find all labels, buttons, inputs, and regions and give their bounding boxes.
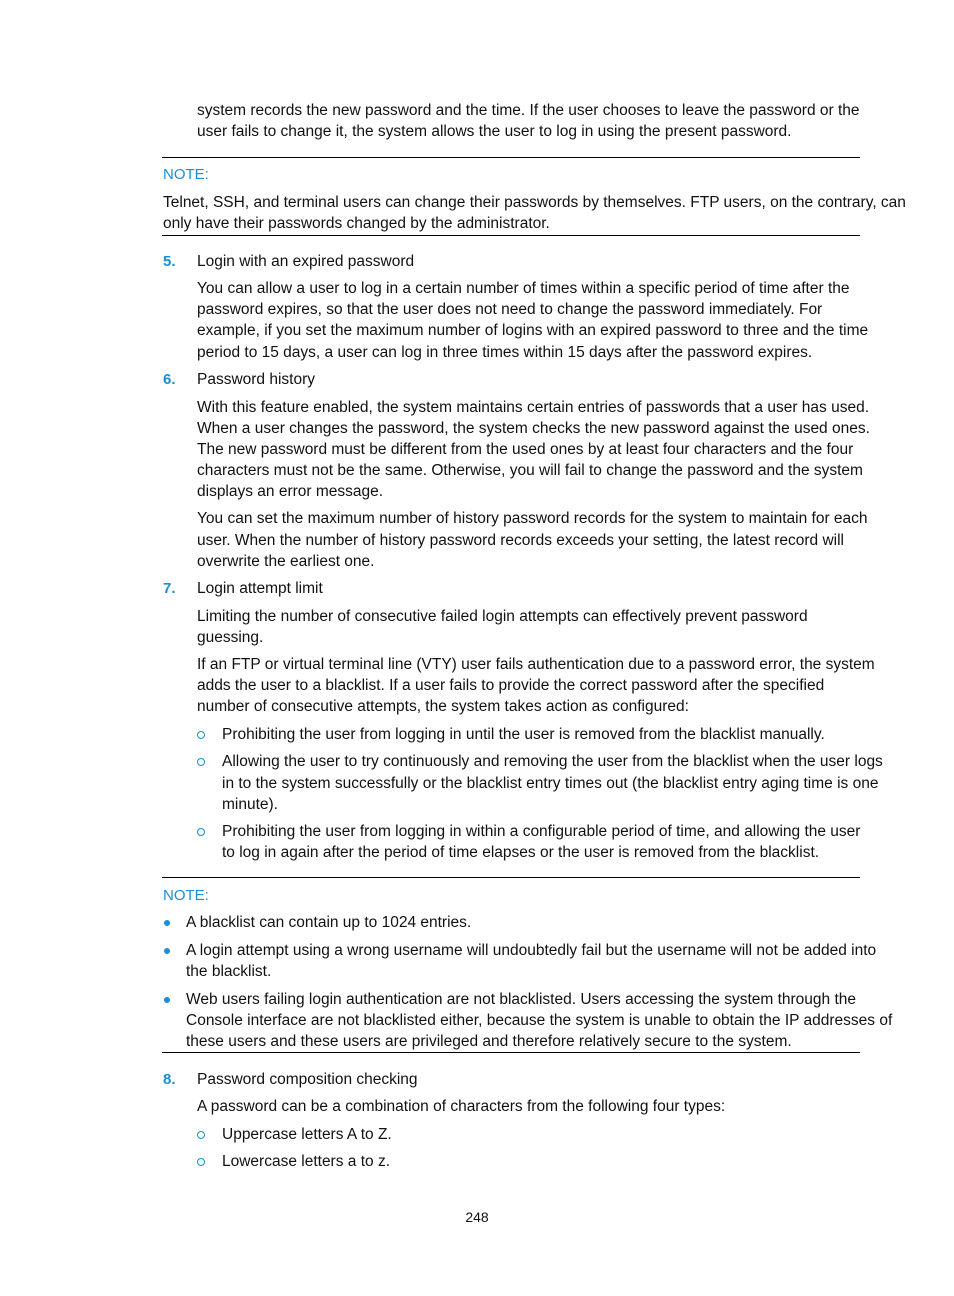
item-number: 8. (163, 1071, 176, 1088)
sub-bullet-line: to log in again after the period of time elapses or the user is removed from the blacklist. (222, 844, 820, 861)
bullet-icon (164, 997, 170, 1003)
note-bullet-line: A blacklist can contain up to 1024 entries. (186, 914, 472, 931)
note-bullet-line: Console interface are not blacklisted either, because the system is unable to obtain the IP addresses of (186, 1012, 893, 1029)
item-title: Password history (197, 371, 316, 388)
note-label: NOTE: (163, 887, 209, 904)
paragraph-line: Limiting the number of consecutive failed login attempts can effectively prevent password (197, 608, 808, 625)
bullet-icon (164, 920, 170, 926)
paragraph-line: If an FTP or virtual terminal line (VTY) user fails authentication due to a password error, the system (197, 656, 875, 673)
paragraph-line: example, if you set the maximum number of logins with an expired password to three and the time (197, 322, 869, 339)
paragraph-line: A password can be a combination of characters from the following four types: (197, 1098, 726, 1115)
item-number: 6. (163, 371, 176, 388)
sub-bullet-line: Uppercase letters A to Z. (222, 1126, 392, 1143)
paragraph-line: adds the user to a blacklist. If a user fails to provide the correct password after the specified (197, 677, 825, 694)
paragraph-line: password expires, so that the user does not need to change the password immediately. For (197, 301, 823, 318)
item-number: 7. (163, 580, 176, 597)
item-number: 5. (163, 253, 176, 270)
paragraph-line: The new password must be different from the used ones by at least four characters and the four (197, 441, 854, 458)
sub-bullet-icon (197, 758, 205, 766)
paragraph-line: displays an error message. (197, 483, 384, 500)
paragraph-line: With this feature enabled, the system maintains certain entries of passwords that a user has used. (197, 399, 870, 416)
sub-bullet-line: Prohibiting the user from logging in until the user is removed from the blacklist manually. (222, 726, 825, 743)
sub-bullet-line: Lowercase letters a to z. (222, 1153, 390, 1170)
note-label: NOTE: (163, 166, 209, 183)
sub-bullet-line: in to the system successfully or the blacklist entry times out (the blacklist entry aging time is one (222, 775, 879, 792)
note-top-rule (162, 877, 860, 878)
paragraph-line: When a user changes the password, the system checks the new password against the used ones. (197, 420, 870, 437)
bullet-icon (164, 948, 170, 954)
paragraph-line: period to 15 days, a user can log in three times within 15 days after the password expires. (197, 344, 813, 361)
item-title: Login attempt limit (197, 580, 323, 597)
paragraph-line: You can allow a user to log in a certain number of times within a specific period of time after the (197, 280, 850, 297)
item-title: Login with an expired password (197, 253, 415, 270)
intro-line: user fails to change it, the system allows the user to log in using the present password. (197, 123, 792, 140)
intro-line: system records the new password and the time. If the user chooses to leave the password or the (197, 102, 860, 119)
sub-bullet-icon (197, 828, 205, 836)
paragraph-line: guessing. (197, 629, 264, 646)
paragraph-line: overwrite the earliest one. (197, 553, 375, 570)
sub-bullet-icon (197, 1131, 205, 1139)
paragraph-line: characters must not be the same. Otherwise, you will fail to change the password and the system (197, 462, 863, 479)
item-title: Password composition checking (197, 1071, 418, 1088)
sub-bullet-icon (197, 731, 205, 739)
page-number: 248 (465, 1209, 489, 1225)
note-bottom-rule (162, 1052, 860, 1053)
note-bottom-rule (162, 235, 860, 236)
note-line: Telnet, SSH, and terminal users can change their passwords by themselves. FTP users, on the contrary, can (163, 194, 906, 211)
paragraph-line: number of consecutive attempts, the system takes action as configured: (197, 698, 689, 715)
sub-bullet-line: Allowing the user to try continuously and removing the user from the blacklist when the user logs (222, 753, 883, 770)
note-line: only have their passwords changed by the administrator. (163, 215, 550, 232)
note-bullet-line: the blacklist. (186, 963, 272, 980)
note-bullet-line: these users and these users are privileged and therefore relatively secure to the system. (186, 1033, 792, 1050)
sub-bullet-icon (197, 1158, 205, 1166)
paragraph-line: user. When the number of history password records exceeds your setting, the latest record will (197, 532, 844, 549)
sub-bullet-line: Prohibiting the user from logging in within a configurable period of time, and allowing the user (222, 823, 861, 840)
note-bullet-line: A login attempt using a wrong username will undoubtedly fail but the username will not be added into (186, 942, 877, 959)
paragraph-line: You can set the maximum number of history password records for the system to maintain for each (197, 510, 868, 527)
note-bullet-line: Web users failing login authentication are not blacklisted. Users accessing the system through the (186, 991, 857, 1008)
note-top-rule (162, 157, 860, 158)
sub-bullet-line: minute). (222, 796, 278, 813)
